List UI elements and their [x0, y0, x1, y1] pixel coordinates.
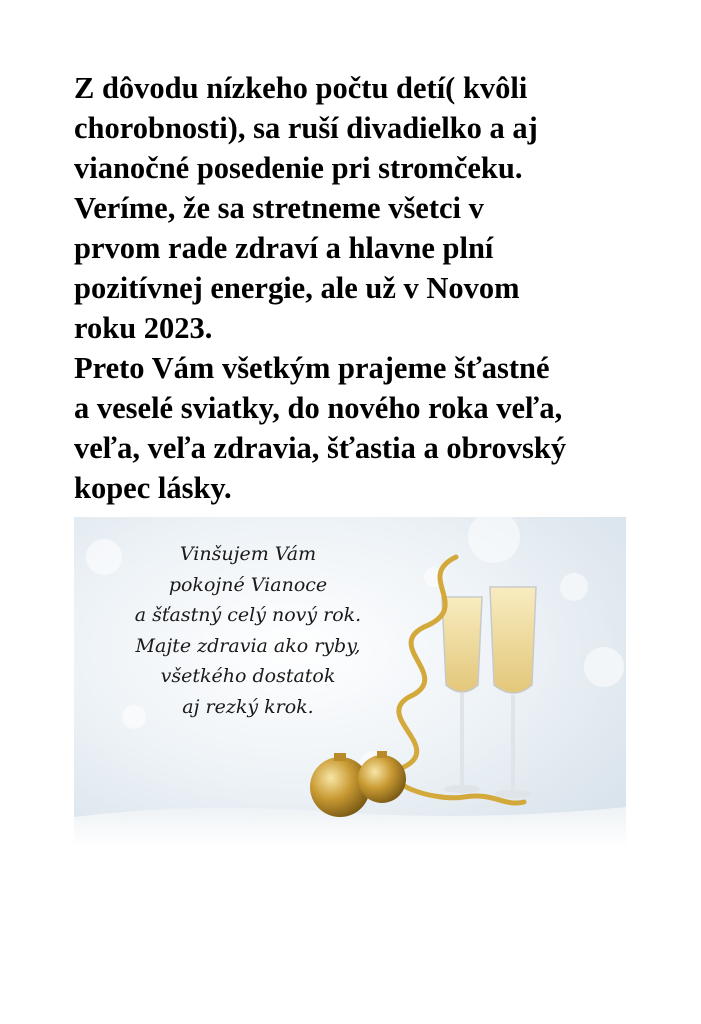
wish-line: pokojné Vianoce	[168, 573, 328, 596]
wish-line: Vinšujem Vám	[179, 543, 317, 565]
announcement-line: roku 2023.	[74, 311, 213, 345]
christmas-card-image	[74, 517, 626, 848]
announcement-line: chorobnosti), sa ruší divadielko a aj	[74, 111, 538, 145]
announcement-line: veľa, veľa zdravia, šťastia a obrovský	[74, 431, 567, 465]
champagne-glass-icon	[490, 587, 536, 798]
champagne-glass-icon	[442, 597, 482, 793]
wish-poem	[88, 539, 408, 722]
wish-line: a šťastný celý nový rok.	[134, 604, 362, 626]
announcement-line: vianočné posedenie pri stromčeku.	[74, 151, 523, 185]
wish-line: všetkého dostatok	[160, 665, 336, 687]
wish-line: Majte zdravia ako ryby,	[135, 634, 361, 657]
announcement-text	[74, 68, 674, 508]
announcement-line: a veselé sviatky, do nového roka veľa,	[74, 391, 563, 425]
announcement-line: pozitívnej energie, ale už v Novom	[74, 271, 520, 305]
wish-line: aj rezký krok.	[182, 695, 314, 718]
announcement-line: Z dôvodu nízkeho počtu detí( kvôli	[74, 71, 528, 105]
announcement-line: prvom rade zdraví a hlavne plní	[74, 231, 494, 265]
announcement-line: Veríme, že sa stretneme všetci v	[74, 191, 484, 225]
announcement-line: kopec lásky.	[74, 471, 232, 505]
announcement-line: Preto Vám všetkým prajeme šťastné	[74, 351, 550, 385]
